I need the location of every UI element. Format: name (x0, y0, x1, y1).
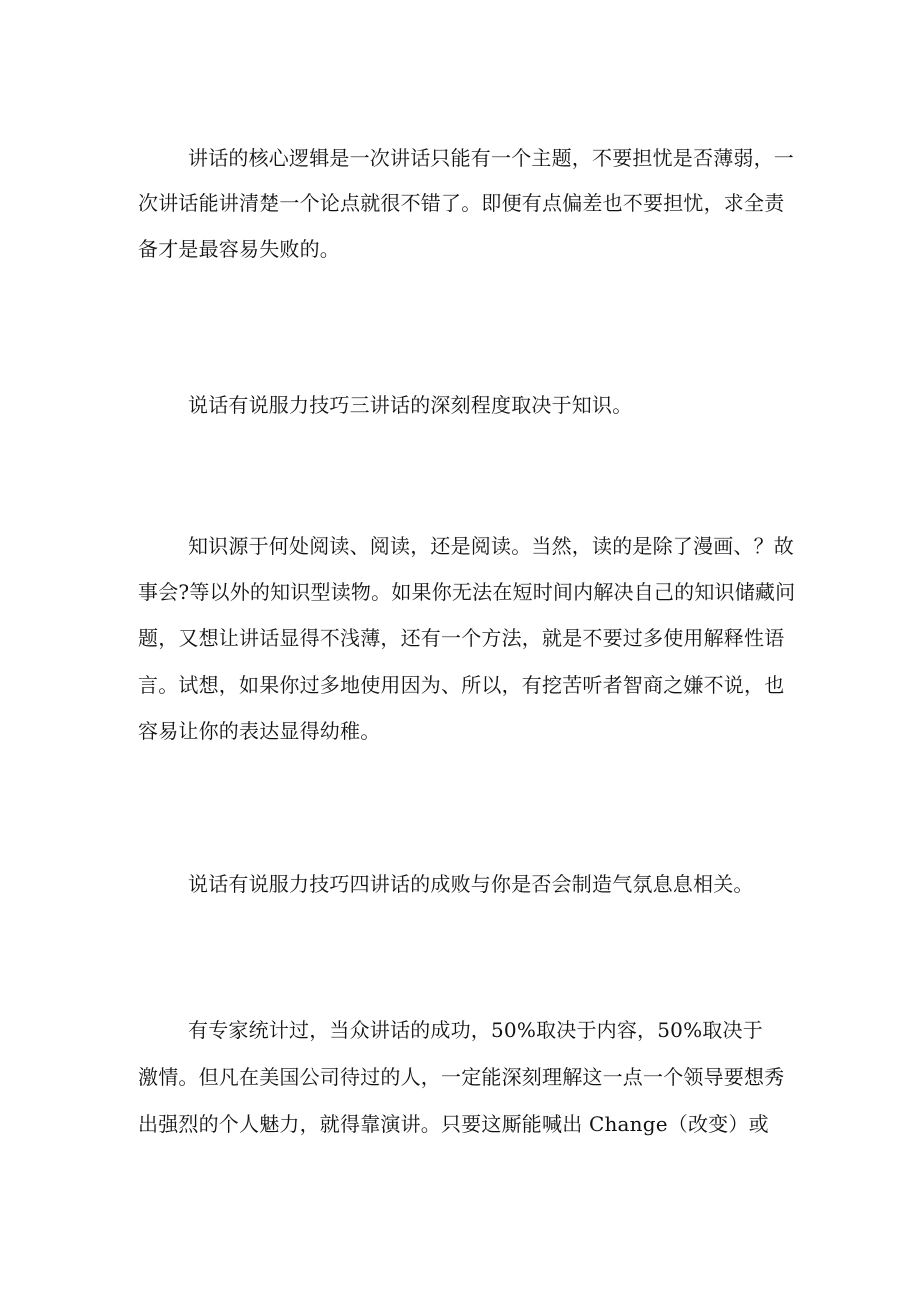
paragraph-2-line-4: 言。试想，如果你过多地使用因为、所以，有挖苦听者智商之嫌不说，也 (138, 673, 785, 697)
paragraph-2-line-2: 事会?等以外的知识型读物。如果你无法在短时间内解决自己的知识储藏问 (138, 580, 796, 604)
paragraph-2-line-3: 题，又想让讲话显得不浅薄，还有一个方法，就是不要过多使用解释性语 (138, 626, 785, 650)
paragraph-2-line-1: 知识源于何处阅读、阅读，还是阅读。当然，读的是除了漫画、？故 (188, 534, 794, 558)
paragraph-3-line-2: 激情。但凡在美国公司待过的人，一定能深刻理解这一点一个领导要想秀 (138, 1065, 785, 1089)
paragraph-2-line-5: 容易让你的表达显得幼稚。 (138, 719, 381, 743)
paragraph-1-line-3: 备才是最容易失败的。 (138, 237, 340, 261)
paragraph-3-line-1: 有专家统计过，当众讲话的成功，50%取决于内容，50%取决于 (188, 1018, 763, 1042)
paragraph-3-line-3: 出强烈的个人魅力，就得靠演讲。只要这厮能喊出 Change（改变）或 (138, 1112, 769, 1136)
section-heading-4: 说话有说服力技巧四讲话的成败与你是否会制造气氛息息相关。 (188, 872, 754, 896)
paragraph-1-line-1: 讲话的核心逻辑是一次讲话只能有一个主题，不要担忧是否薄弱，一 (188, 146, 794, 170)
paragraph-1-line-2: 次讲话能讲清楚一个论点就很不错了。即便有点偏差也不要担忧，求全责 (138, 191, 785, 215)
section-heading-3: 说话有说服力技巧三讲话的深刻程度取决于知识。 (188, 393, 633, 417)
